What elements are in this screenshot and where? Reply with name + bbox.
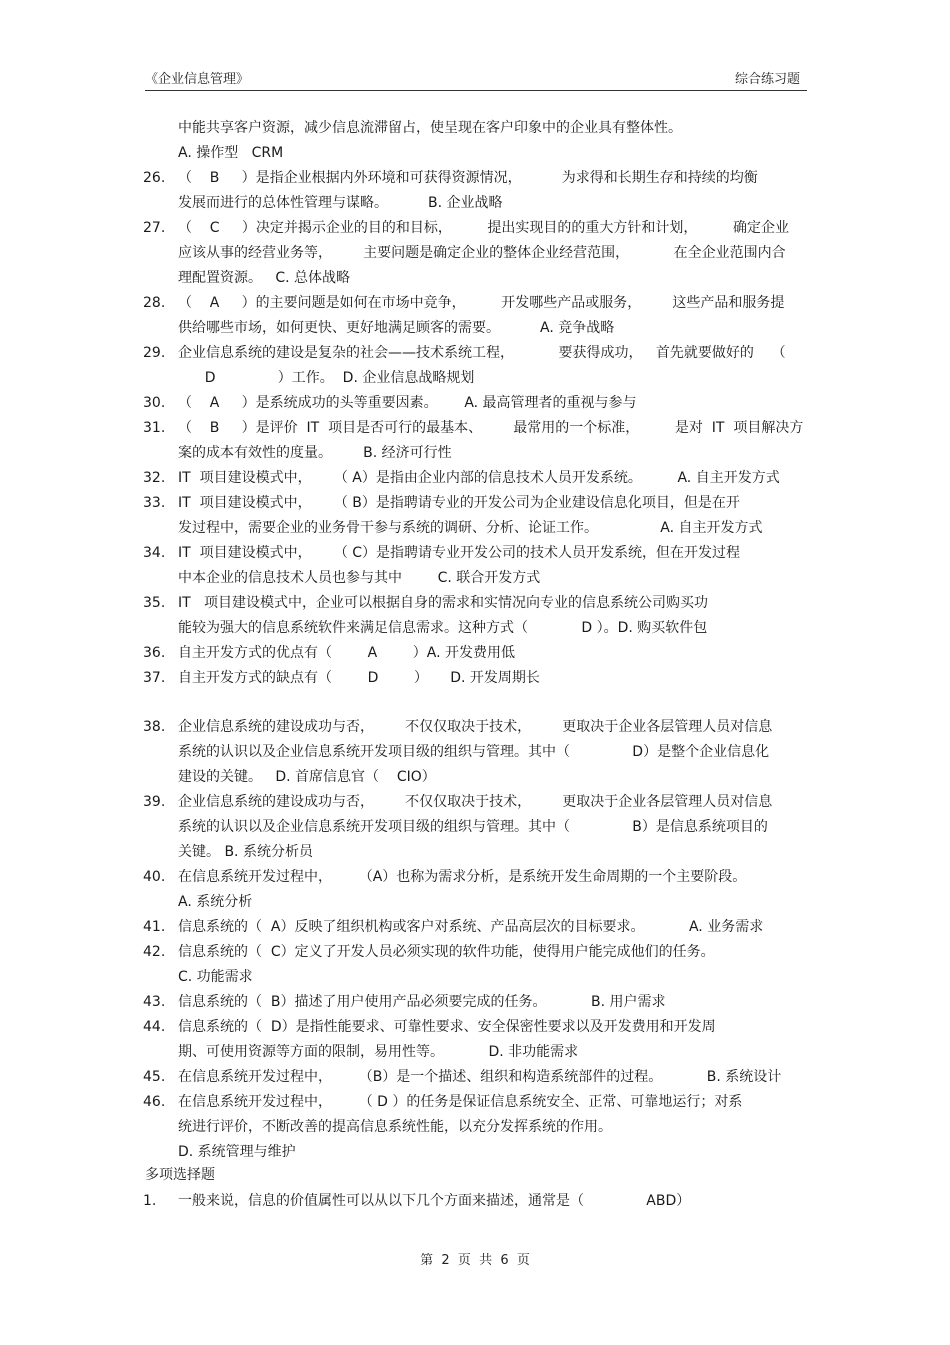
question-text: 自主开发方式的优点有（ A ）A. 开发费用低 xyxy=(178,645,516,661)
question-text: 在信息系统开发过程中， （ D ）的任务是保证信息系统安全、正常、可靠地运行；对系 xyxy=(178,1094,743,1110)
question-number: 30. xyxy=(143,395,166,411)
question-text: 信息系统的（ B）描述了用户使用产品必须要完成的任务。 B. 用户需求 xyxy=(178,994,666,1010)
question-continuation: 发展而进行的总体性管理与谋略。 B. 企业战略 xyxy=(178,195,503,211)
question-number: 42. xyxy=(143,944,166,960)
question-continuation: 建设的关键。 D. 首席信息官（ CIO） xyxy=(178,769,436,785)
question-text: 一般来说，信息的价值属性可以从以下几个方面来描述，通常是（ ABD） xyxy=(178,1193,691,1209)
question-continuation: 统进行评价，不断改善的提高信息系统性能，以充分发挥系统的作用。 xyxy=(178,1119,612,1135)
question-text: （ B ）是评价 IT 项目是否可行的最基本、 最常用的一个标准， 是对 IT 项目解决方 xyxy=(178,420,804,436)
question-text: 企业信息系统的建设成功与否， 不仅仅取决于技术， 更取决于企业各层管理人员对信息 xyxy=(178,794,773,810)
question-continuation: 发过程中，需要企业的业务骨干参与系统的调研、分析、论证工作。 A. 自主开发方式 xyxy=(178,520,763,536)
question-continuation: 系统的认识以及企业信息系统开发项目级的组织与管理。其中（ D）是整个企业信息化 xyxy=(178,744,770,760)
header-book-title: 《企业信息管理》 xyxy=(145,72,250,87)
page-footer: 第 2 页 共 6 页 xyxy=(420,1253,530,1268)
question-text: IT 项目建设模式中， （ B）是指聘请专业的开发公司为企业建设信息化项目，但是在开 xyxy=(178,495,740,511)
question-continuation: 案的成本有效性的度量。 B. 经济可行性 xyxy=(178,445,452,461)
question-continuation: C. 功能需求 xyxy=(178,969,253,985)
question-number: 26. xyxy=(143,170,166,186)
question-number: 40. xyxy=(143,869,166,885)
question-text: 在信息系统开发过程中， （A）也称为需求分析，是系统开发生命周期的一个主要阶段。 xyxy=(178,869,747,885)
question-text: （ C ）决定并揭示企业的目的和目标， 提出实现目的的重大方针和计划， 确定企业 xyxy=(178,220,790,236)
question-number: 33. xyxy=(143,495,166,511)
question-number: 43. xyxy=(143,994,166,1010)
section-title: 多项选择题 xyxy=(145,1167,215,1183)
question-number: 46. xyxy=(143,1094,166,1110)
question-text: （ B ）是指企业根据内外环境和可获得资源情况， 为求得和长期生存和持续的均衡 xyxy=(178,170,758,186)
question-number: 28. xyxy=(143,295,166,311)
question-text: 在信息系统开发过程中， （B）是一个描述、组织和构造系统部件的过程。 B. 系统设计 xyxy=(178,1069,782,1085)
question-text: 企业信息系统的建设成功与否， 不仅仅取决于技术， 更取决于企业各层管理人员对信息 xyxy=(178,719,773,735)
question-text: 企业信息系统的建设是复杂的社会——技术系统工程， 要获得成功， 首先就要做好的 （ xyxy=(178,345,786,361)
question-number: 1. xyxy=(143,1193,157,1209)
question-number: 39. xyxy=(143,794,166,810)
question-number: 27. xyxy=(143,220,166,236)
question-number: 31. xyxy=(143,420,166,436)
question-continuation: 系统的认识以及企业信息系统开发项目级的组织与管理。其中（ B）是信息系统项目的 xyxy=(178,819,768,835)
header-section-title: 综合练习题 xyxy=(734,72,800,87)
question-text: 信息系统的（ C）定义了开发人员必须实现的软件功能，使得用户能完成他们的任务。 xyxy=(178,944,715,960)
question-continuation: 中本企业的信息技术人员也参与其中 C. 联合开发方式 xyxy=(178,570,541,586)
question-text: IT 项目建设模式中， （ C）是指聘请专业开发公司的技术人员开发系统，但在开发过程 xyxy=(178,545,741,561)
question-text: IT 项目建设模式中，企业可以根据自身的需求和实情况向专业的信息系统公司购买功 xyxy=(178,595,709,611)
question-number: 44. xyxy=(143,1019,166,1035)
question-continuation: 供给哪些市场，如何更快、更好地满足顾客的需要。 A. 竞争战略 xyxy=(178,320,615,336)
question-number: 37. xyxy=(143,670,166,686)
question-number: 41. xyxy=(143,919,166,935)
question-text: 信息系统的（ D）是指性能要求、可靠性要求、安全保密性要求以及开发费用和开发周 xyxy=(178,1019,716,1035)
question-text: IT 项目建设模式中， （ A）是指由企业内部的信息技术人员开发系统。 A. 自主开发方式 xyxy=(178,470,780,486)
question-number: 45. xyxy=(143,1069,166,1085)
question-continuation: 能较为强大的信息系统软件来满足信息需求。这种方式（ D ）。D. 购买软件包 xyxy=(178,620,708,636)
question-text: （ A ）是系统成功的头等重要因素。 A. 最高管理者的重视与参与 xyxy=(178,395,637,411)
header-rule xyxy=(145,90,807,91)
question-continuation: A. 操作型 CRM xyxy=(178,145,284,161)
question-number: 38. xyxy=(143,719,166,735)
question-continuation: 期、可使用资源等方面的限制，易用性等。 D. 非功能需求 xyxy=(178,1044,579,1060)
question-text: 信息系统的（ A）反映了组织机构或客户对系统、产品高层次的目标要求。 A. 业务需求 xyxy=(178,919,764,935)
question-number: 36. xyxy=(143,645,166,661)
question-text: （ A ）的主要问题是如何在市场中竞争， 开发哪些产品或服务， 这些产品和服务提 xyxy=(178,295,785,311)
question-continuation: 关键。 B. 系统分析员 xyxy=(178,844,313,860)
question-continuation: 应该从事的经营业务等， 主要问题是确定企业的整体企业经营范围， 在全企业范围内合 xyxy=(178,245,786,261)
question-number: 32. xyxy=(143,470,166,486)
question-continuation: D. 系统管理与维护 xyxy=(178,1144,296,1160)
question-number: 29. xyxy=(143,345,166,361)
question-continuation: 中能共享客户资源，减少信息流滞留占，使呈现在客户印象中的企业具有整体性。 xyxy=(178,120,682,136)
question-continuation: 理配置资源。 C. 总体战略 xyxy=(178,270,351,286)
question-text: 自主开发方式的缺点有（ D ） D. 开发周期长 xyxy=(178,670,540,686)
question-continuation: A. 系统分析 xyxy=(178,894,253,910)
question-number: 35. xyxy=(143,595,166,611)
question-continuation: D ）工作。 D. 企业信息战略规划 xyxy=(178,370,475,386)
question-number: 34. xyxy=(143,545,166,561)
